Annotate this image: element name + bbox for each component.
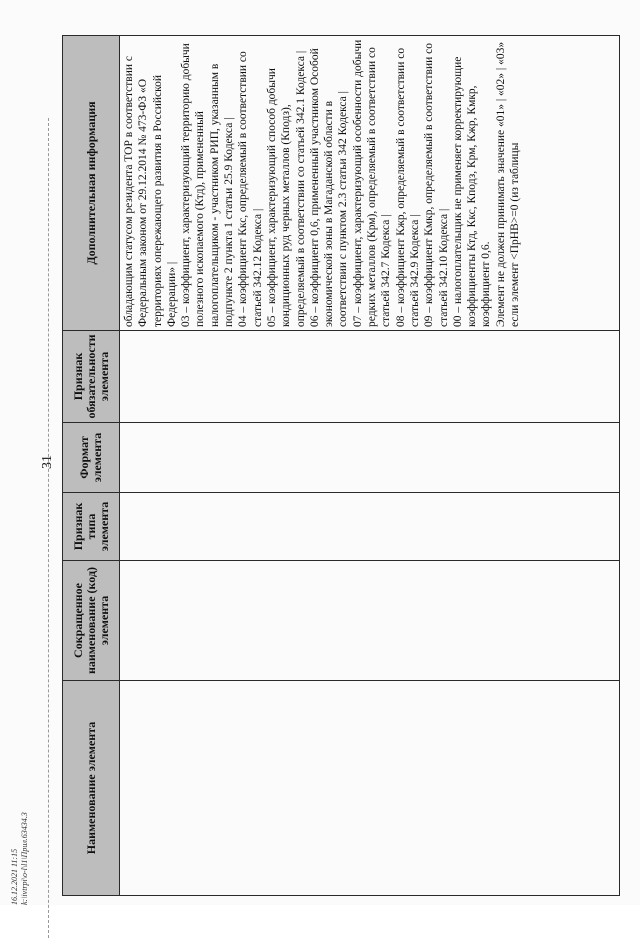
footer-line-1: 16.12.2021 11:15 [10,848,19,905]
table-header-row [63,36,120,896]
list-item: Элемент не должен принимать значение «01» | «02» | «03» если элемент <ПрНВ>=0 (из таблицы [494,41,522,327]
page-number: 31 [40,455,55,469]
list-item: обладающим статусом резидента ТОР в соответствии с Федеральным законом от 29.12.2014 № 473-ФЗ «О территориях опережающего развития в Российской Федерации» | [123,55,178,327]
cell-type-flag [120,493,620,561]
list-item: 03 – коэффициент, характеризующий территорию добычи полезного ископаемого (Ктд), примененный налогоплательщиком - участником РИП, указанным в подпункте 2 пункта 1 статьи 25.9 Кодекса | [180,43,236,327]
scan-fold-line [38,118,49,938]
extra-info-list [122,39,522,327]
footer-line-2: k:\ivtrpi\o-l\l1\Прил.63434.3 [20,812,29,905]
cell-format [120,423,620,493]
footer-stamp [10,665,30,905]
cell-required-flag [120,331,620,423]
list-item: 04 – коэффициент Ккс, определяемый в соответствии со статьей 342.12 Кодекса | [237,51,264,327]
header-type-flag: Признак типа элемента [63,493,120,561]
list-item: 08 – коэффициент Кжр, определяемый в соответствии со статьей 342.9 Кодекса | [394,47,421,327]
element-description-table [62,35,620,896]
header-short-name: Сокращенное наименование (код) элемента [63,561,120,681]
cell-element-name [120,681,620,896]
table-row [120,36,620,896]
list-item: 07 – коэффициент, характеризующий особенности добычи редких металлов (Крм), определяемый в соответствии со статьей 342.7 Кодекса | [351,39,393,327]
list-item: 05 – коэффициент, характеризующий способ добычи кондиционных руд черных металлов (Кподз), определяемый в соответствии со статьей 342.1 Кодекса | [265,50,307,327]
header-required-flag: Признак обязательности элемента [63,331,120,423]
cell-extra-info [120,36,620,331]
list-item: 06 – коэффициент 0,6, примененный участником Особой экономической зоны в Магаданской области в соответствии с пунктом 2.3 статьи 342 Кодекса | [308,48,350,327]
header-format: Формат элемента [63,423,120,493]
rotated-table-sheet [62,36,620,896]
header-element-name: Наименование элемента [63,681,120,896]
list-item: 09 – коэффициент Кмкр, определяемый в соответствии со статьей 342.10 Кодекса | [423,43,450,327]
header-extra-info: Дополнительная информация [63,36,120,331]
cell-short-name [120,561,620,681]
list-item: 00 – налогоплательщик не применяет корректирующие коэффициенты Ктд, Ккс, Кподз, Крм, Кжр, Кмкр, коэффициент 0,6. [451,56,493,327]
